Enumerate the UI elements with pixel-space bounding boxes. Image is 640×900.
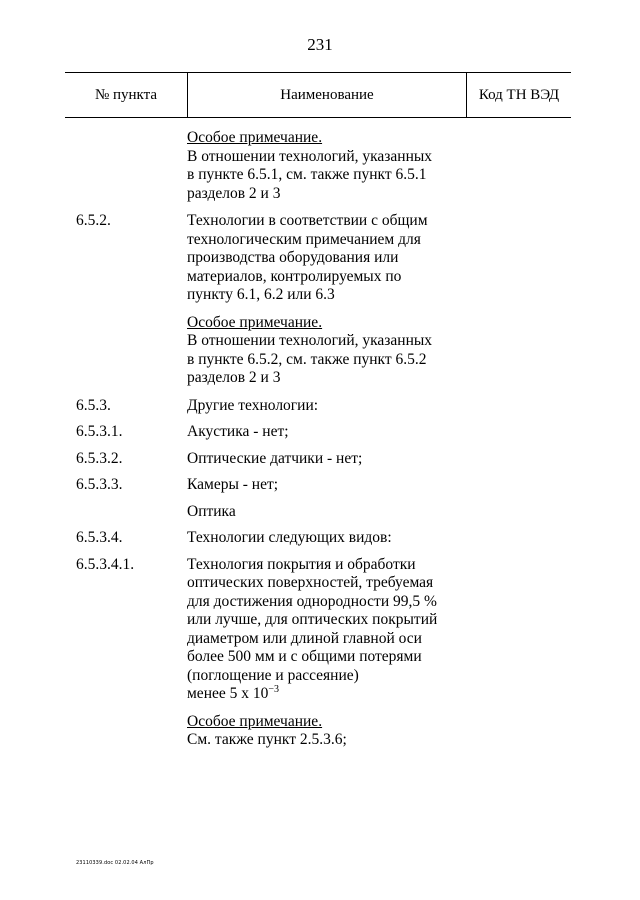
text-line: производства оборудования или [187, 249, 399, 266]
note-title: Особое примечание. [187, 712, 323, 730]
text-line: в пункте 6.5.1, см. также пункт 6.5.1 [187, 166, 427, 183]
item-number: 6.5.3. [76, 396, 111, 414]
item-text [187, 476, 472, 495]
text-line: В отношении технологий, указанных [187, 147, 433, 165]
text-line: Технологии в соответствии с общим [187, 212, 428, 229]
table-row [0, 397, 640, 416]
loss-value-base: менее 5 х 10 [187, 685, 269, 702]
table-row [0, 314, 640, 388]
note-title: Особое примечание. [187, 129, 323, 146]
loss-value-exponent: −3 [268, 683, 280, 695]
table-header [65, 72, 571, 118]
text-line: Акустика - нет; [187, 423, 289, 440]
text-line: пункту 6.1, 6.2 или 6.3 [187, 286, 335, 303]
text-line: Технология покрытия и обработки [187, 555, 416, 573]
table-row [0, 556, 640, 704]
text-line: разделов 2 и 3 [187, 369, 281, 386]
text-line-with-exponent [187, 685, 472, 704]
text-line: (поглощение и рассеяние) [187, 666, 359, 684]
item-text [187, 423, 472, 442]
table-row [0, 450, 640, 469]
item-text [187, 556, 472, 704]
text-line: разделов 2 и 3 [187, 184, 281, 202]
text-line: оптических поверхностей, требуемая [187, 574, 434, 591]
text-line: В отношении технологий, указанных [187, 332, 433, 349]
document-footer: 23110339.doc 02.02.04 АлПр [76, 860, 154, 866]
text-line: технологическим примечанием для [187, 230, 421, 248]
text-line: для достижения однородности 99,5 % [187, 592, 437, 610]
table-row [0, 503, 640, 522]
text-line: или лучше, для оптических покрытий [187, 611, 438, 628]
table-row [0, 212, 640, 305]
table-row [0, 713, 640, 750]
note-title: Особое примечание. [187, 313, 323, 331]
text-line: Оптические датчики - нет; [187, 449, 363, 467]
table-row [0, 423, 640, 442]
section-heading [187, 503, 472, 522]
item-number: 6.5.2. [76, 212, 111, 229]
column-header-number: № пункта [94, 87, 158, 103]
item-number: 6.5.3.4. [76, 529, 123, 546]
page-number: 231 [307, 35, 333, 54]
item-number: 6.5.3.4.1. [76, 555, 135, 573]
text-line: более 500 мм и с общими потерями [187, 648, 422, 665]
text-line: в пункте 6.5.2, см. также пункт 6.5.2 [187, 350, 427, 368]
text-line: См. также пункт 2.5.3.6; [187, 731, 347, 748]
item-text [187, 529, 472, 548]
table-body [0, 129, 640, 750]
item-text [187, 713, 472, 750]
item-text [187, 450, 472, 469]
table-row [0, 529, 640, 548]
text-line: материалов, контролируемых по [187, 267, 402, 285]
item-number: 6.5.3.2. [76, 449, 123, 467]
text-line: диаметром или длиной главной оси [187, 629, 422, 647]
item-text [187, 397, 472, 416]
column-header-code: Код ТН ВЭД [478, 87, 560, 103]
item-text [187, 212, 472, 305]
table-row [0, 129, 640, 203]
item-text [187, 129, 472, 203]
item-text [187, 314, 472, 388]
text-line: Камеры - нет; [187, 476, 279, 493]
text-line: Оптика [187, 502, 236, 520]
text-line: Другие технологии: [187, 396, 319, 414]
table-row [0, 476, 640, 495]
item-number: 6.5.3.1. [76, 423, 123, 440]
text-line: Технологии следующих видов: [187, 529, 392, 546]
item-number: 6.5.3.3. [76, 476, 123, 493]
column-header-name: Наименование [187, 73, 467, 117]
